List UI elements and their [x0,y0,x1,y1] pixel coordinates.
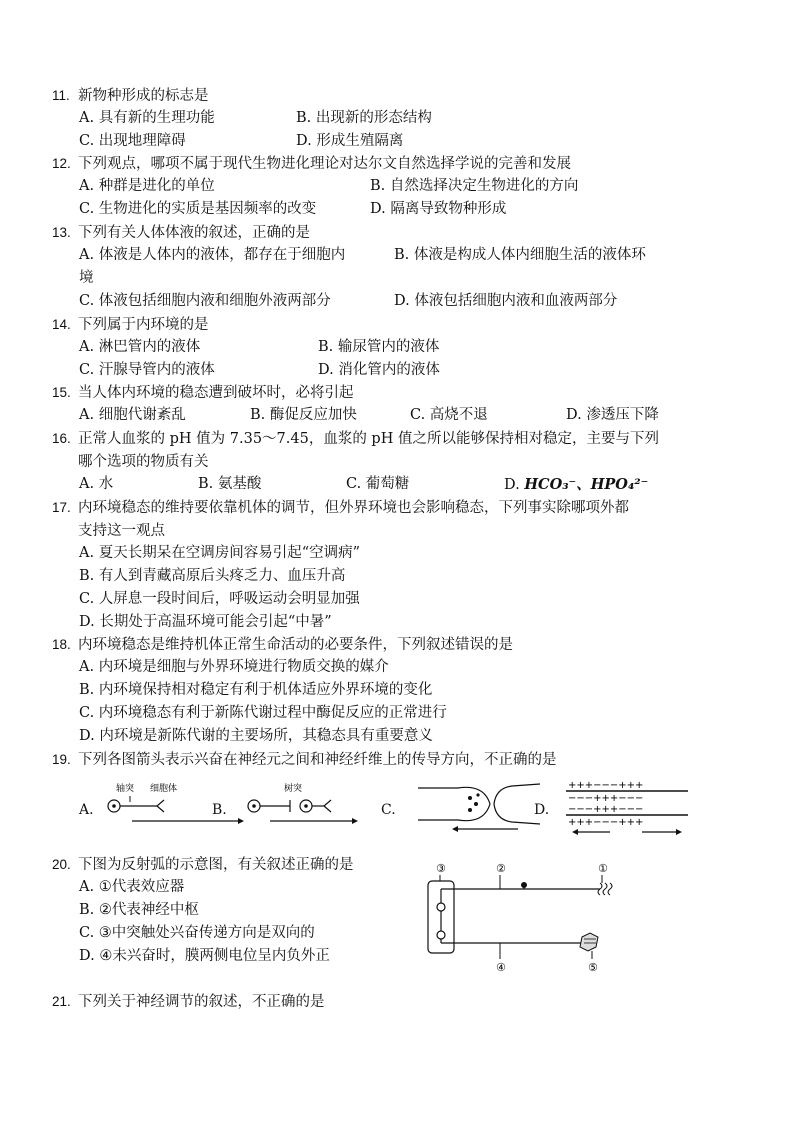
figure-d-membrane-potential-diagram [564,778,694,836]
question-stem: 正常人血浆的 pH 值为 7.35～7.45，血浆的 pH 值之所以能够保持相对稳定，主要与下列 [78,431,659,447]
option-d[interactable]: D. 形成生殖隔离 [296,133,404,149]
option-d[interactable]: D. [534,802,550,818]
option-b[interactable]: B. [212,802,227,818]
question-11 [52,84,732,149]
question-19 [52,748,732,838]
soma-label: 细胞体 [150,784,178,794]
question-number: 14. [52,317,71,332]
option-a[interactable]: A. ①代表效应器 [79,879,185,895]
question-stem: 下列有关人体体液的叙述，正确的是 [78,225,310,241]
option-d-label: D. [504,477,525,493]
question-stem-line-2: 支持这一观点 [78,523,165,539]
label-4: ④ [496,961,506,974]
option-a[interactable]: A. 种群是进化的单位 [79,178,215,194]
question-number: 16. [52,431,71,446]
question-number: 19. [52,752,71,767]
option-b[interactable]: B. 内环境保持相对稳定有利于机体适应外界环境的变化 [79,682,433,698]
option-d[interactable]: D. 隔离导致物种形成 [370,201,507,217]
question-21 [52,990,732,1014]
label-5: ⑤ [588,961,598,974]
question-stem: 新物种形成的标志是 [78,88,209,104]
question-number: 15. [52,385,71,400]
option-b[interactable]: B. 出现新的形态结构 [296,110,432,126]
question-14 [52,313,732,378]
option-a[interactable]: A. 体液是人体内的液体，都存在于细胞内 [79,247,346,263]
option-a[interactable]: A. 内环境是细胞与外界环境进行物质交换的媒介 [79,659,389,675]
question-stem: 下列观点，哪项不属于现代生物进化理论对达尔文自然选择学说的完善和发展 [78,156,571,172]
option-a[interactable]: A. 夏天长期呆在空调房间容易引起“空调病” [79,545,361,561]
dendrite-label: 树突 [284,784,303,794]
label-1: ① [598,862,608,875]
option-b[interactable]: B. 体液是构成人体内细胞生活的液体环 [394,247,646,263]
option-a[interactable]: A. 细胞代谢紊乱 [79,407,186,423]
option-d[interactable]: D. 渗透压下降 [566,407,659,423]
option-c[interactable]: C. 生物进化的实质是基因频率的改变 [79,201,317,217]
option-a[interactable]: A. 具有新的生理功能 [79,110,215,126]
axon-label: 轴突 [116,784,135,794]
question-stem: 当人体内环境的稳态遭到破坏时，必将引起 [78,385,354,401]
question-number: 13. [52,225,71,240]
option-b[interactable]: B. 输尿管内的液体 [318,339,440,355]
option-c[interactable]: C. 高烧不退 [410,407,488,423]
option-c[interactable]: C. 汗腺导管内的液体 [79,362,215,378]
option-c[interactable]: C. ③中突触处兴奋传递方向是双向的 [79,925,315,941]
question-number: 12. [52,156,71,171]
reflex-arc-diagram [422,859,632,977]
question-number: 20. [52,857,71,872]
option-b[interactable]: B. 有人到青藏高原后头疼乏力、血压升高 [79,568,346,584]
question-stem: 下列属于内环境的是 [78,317,209,333]
membrane-row-1: +++−−−+++ [568,780,644,791]
label-2: ② [496,862,506,875]
membrane-row-4: +++−−−+++ [568,817,644,828]
figure-c-synapse-diagram [414,778,544,834]
option-a[interactable]: A. [79,802,94,818]
label-3: ③ [436,862,446,875]
option-d[interactable]: D. ④未兴奋时，膜两侧电位呈内负外正 [79,948,330,964]
question-stem: 下图为反射弧的示意图，有关叙述正确的是 [78,857,354,873]
question-stem: 下列各图箭头表示兴奋在神经元之间和神经纤维上的传导方向，不正确的是 [78,752,557,768]
question-number: 21. [52,994,71,1009]
option-d[interactable]: D. 长期处于高温环境可能会引起“中暑” [79,614,332,630]
question-stem: 下列关于神经调节的叙述，不正确的是 [78,994,325,1010]
option-c[interactable]: C. [381,802,396,818]
option-a[interactable]: A. 水 [79,476,114,492]
question-20 [52,853,732,978]
option-d[interactable]: D. 体液包括细胞内液和血液两部分 [394,293,618,309]
question-18 [52,633,732,744]
question-number: 17. [52,500,71,515]
question-stem-line-2: 哪个选项的物质有关 [78,454,209,470]
option-c[interactable]: C. 出现地理障碍 [79,133,186,149]
question-number: 18. [52,637,71,652]
question-17 [52,496,732,630]
option-c[interactable]: C. 体液包括细胞内液和细胞外液两部分 [79,293,331,309]
option-c[interactable]: C. 葡萄糖 [346,476,410,492]
question-stem: 内环境稳态是维持机体正常生命活动的必要条件，下列叙述错误的是 [78,637,513,653]
option-d[interactable] [504,473,648,497]
option-d[interactable]: D. 消化管内的液体 [318,362,440,378]
option-b[interactable]: B. ②代表神经中枢 [79,902,199,918]
option-d[interactable]: D. 内环境是新陈代谢的主要场所，其稳态具有重要意义 [79,728,433,744]
figure-a-neuron-diagram [102,780,252,830]
membrane-row-3: −−−+++−−− [568,804,644,815]
option-b[interactable]: B. 自然选择决定生物进化的方向 [370,178,579,194]
option-d-formula: HCO₃⁻、HPO₄²⁻ [524,476,649,493]
membrane-row-2: −−−+++−−− [568,793,644,804]
option-a[interactable]: A. 淋巴管内的液体 [79,339,201,355]
option-c[interactable]: C. 内环境稳态有利于新陈代谢过程中酶促反应的正常进行 [79,705,447,721]
question-12 [52,152,732,217]
question-stem: 内环境稳态的维持要依靠机体的调节，但外界环境也会影响稳态，下列事实除哪项外都 [78,500,629,516]
question-number: 11. [52,88,70,103]
option-b[interactable]: B. 酶促反应加快 [250,407,357,423]
option-b[interactable]: B. 氨基酸 [198,476,262,492]
figure-b-neuron-diagram [240,780,380,830]
question-16 [52,427,732,493]
option-b-continuation: 境 [79,270,94,286]
question-13 [52,221,732,309]
option-c[interactable]: C. 人屏息一段时间后，呼吸运动会明显加强 [79,591,360,607]
question-15 [52,381,732,423]
